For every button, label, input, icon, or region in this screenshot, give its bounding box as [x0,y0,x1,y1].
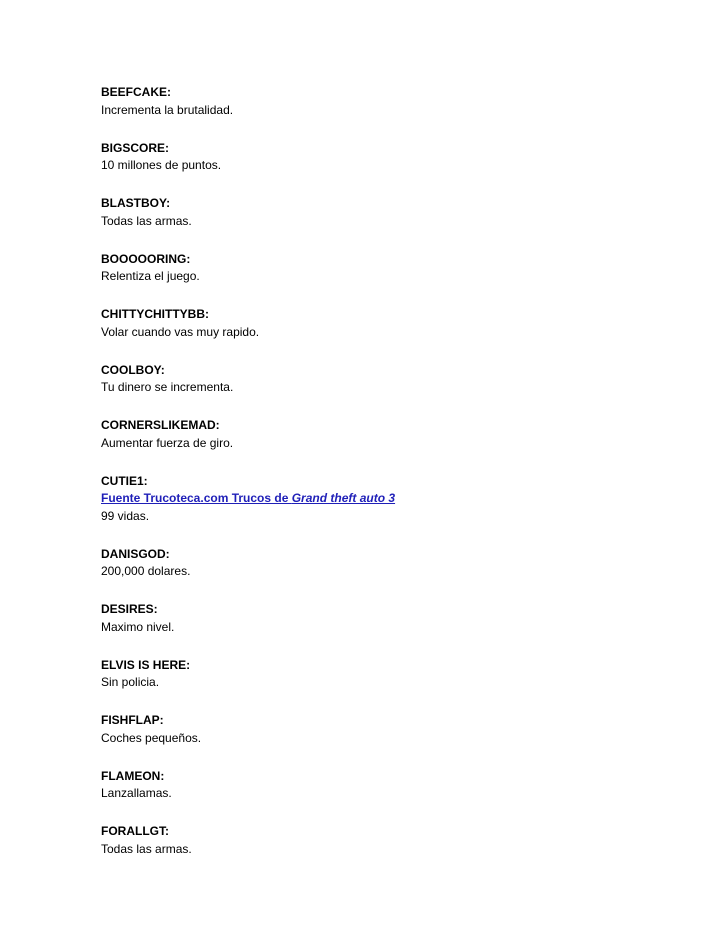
cheat-description: Tu dinero se incrementa. [101,380,234,394]
cheat-code: BLASTBOY: [101,196,171,210]
cheat-description: Volar cuando vas muy rapido. [101,324,260,339]
cheat-description: Maximo nivel. [101,619,175,634]
cheat-description: Todas las armas. [101,841,192,856]
cheat-description: Lanzallamas. [101,786,172,800]
cheat-entry [101,657,661,713]
cheat-description: 10 millones de puntos. [101,158,222,172]
cheat-code: BEEFCAKE: [101,85,172,99]
cheat-code: DESIRES: [101,602,158,616]
cheat-description: 99 vidas. [101,508,150,523]
cheat-code: ELVIS IS HERE: [101,657,191,672]
cheat-code: COOLBOY: [101,362,165,377]
cheat-code: BIGSCORE: [101,140,170,155]
source-link[interactable] [101,490,661,508]
cheat-entry [101,140,661,196]
cheat-code: CUTIE1: [101,473,148,488]
cheat-description: Sin policia. [101,675,160,689]
cheat-entry [101,768,661,824]
cheat-entry [101,601,661,657]
cheat-description: Todas las armas. [101,213,192,228]
cheat-entry [101,195,661,251]
source-link-game[interactable]: Grand theft auto 3 [291,491,396,505]
cheat-description: 200,000 dolares. [101,564,191,578]
cheat-description: Aumentar fuerza de giro. [101,435,234,450]
cheat-entry [101,712,661,768]
cheat-entry [101,251,661,307]
cheat-entry [101,546,661,602]
cheat-entry [101,823,661,879]
cheat-description: Coches pequeños. [101,730,202,745]
cheat-description: Incrementa la brutalidad. [101,102,234,117]
cheat-code: CHITTYCHITTYBB: [101,307,209,321]
cheat-code: BOOOOORING: [101,251,191,266]
cheat-entry [101,84,661,140]
cheat-entry [101,306,661,362]
cheat-code: FISHFLAP: [101,713,164,727]
cheat-entry [101,417,661,473]
cheat-code: FORALLGT: [101,824,169,838]
cheat-description: Relentiza el juego. [101,269,200,283]
cheat-code: DANISGOD: [101,546,170,561]
source-link-prefix[interactable]: Fuente Trucoteca.com Trucos de [101,491,292,505]
cheat-entry [101,473,661,546]
cheat-code: CORNERSLIKEMAD: [101,418,220,432]
cheat-list [101,84,661,879]
cheat-code: FLAMEON: [101,768,165,783]
cheat-entry [101,362,661,418]
